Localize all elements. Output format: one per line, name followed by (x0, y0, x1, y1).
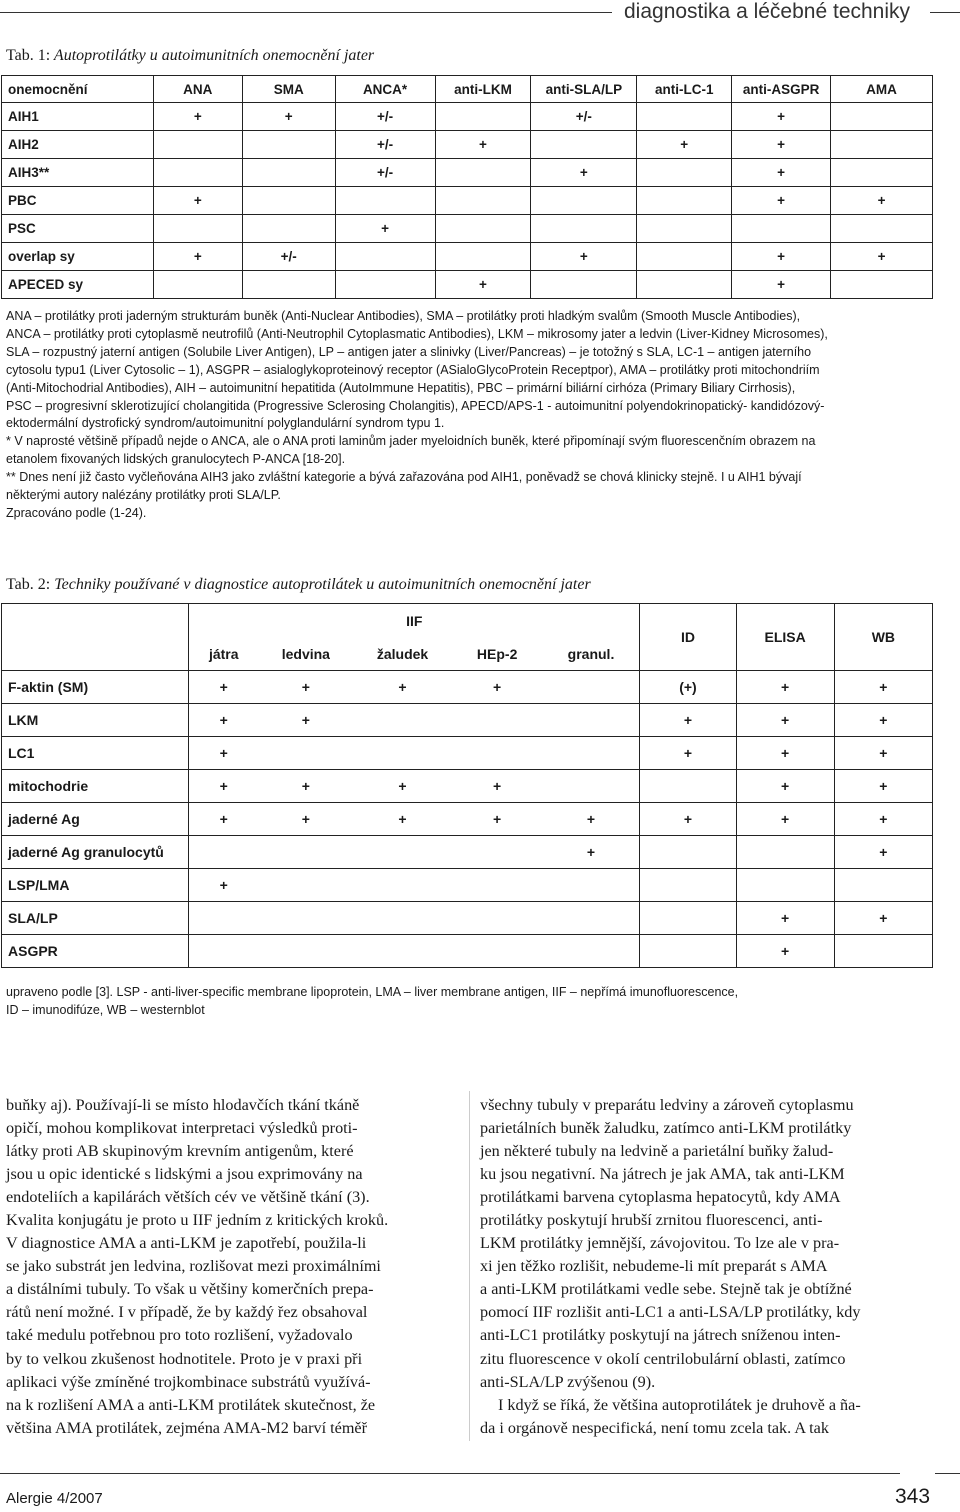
column-subheader: HEp-2 (452, 637, 543, 671)
table-cell (189, 935, 259, 968)
text-line: protilátky poskytují hrubší zrnitou fluorescenci, anti- (480, 1211, 823, 1230)
running-header (0, 0, 960, 26)
text-line: a distálními tubuly. To však u většiny komerčních prepa- (6, 1280, 374, 1299)
table-cell (452, 737, 543, 770)
table-row (2, 187, 933, 215)
table2-caption (6, 576, 591, 594)
text-line: zitu fluorescence v okolí centrilobulární oblasti, zatímco (480, 1349, 846, 1368)
table-cell (543, 671, 640, 704)
row-label: LC1 (2, 737, 189, 770)
column-header: SMA (242, 76, 335, 103)
text-line: rátů není možné. I v případě, že by každý řez obsahoval (6, 1303, 368, 1322)
row-label: APECED sy (2, 271, 154, 299)
table-cell (637, 243, 732, 271)
table-cell: + (834, 704, 932, 737)
table-cell (831, 159, 933, 187)
text-line: aplikaci výše zmíněné trojkombinace substrátů využívá- (6, 1372, 371, 1391)
table-cell (831, 215, 933, 243)
table-row (2, 869, 933, 902)
column-header: WB (834, 604, 932, 671)
table-cell (640, 935, 736, 968)
table-cell: + (736, 902, 834, 935)
table-cell: + (732, 159, 831, 187)
section-title: diagnostika a léčebné techniky (624, 0, 911, 23)
text-line: anti-LC1 protilátky poskytují na játrech sníženou inten- (480, 1326, 841, 1345)
note-line: některými autory nalézány protilátky proti SLA/LP. (6, 488, 281, 503)
column-header: anti-LC-1 (637, 76, 732, 103)
table2-notes (6, 984, 934, 1019)
table-row (2, 215, 933, 243)
table2-caption-label: Tab. 2: (6, 576, 51, 593)
column-header: onemocnění (2, 76, 154, 103)
table-cell (531, 187, 637, 215)
table-cell (353, 836, 451, 869)
journal-issue: Alergie 4/2007 (6, 1490, 103, 1507)
note-line: PSC – progresivní sklerotizující cholangitida (Progressive Sclerosing Cholangitis), APECD/APS-1 - autoimunitní polyendokrinopatický- kandidózový- (6, 398, 825, 413)
column-header: anti-LKM (435, 76, 531, 103)
table-cell: + (831, 187, 933, 215)
table-cell (452, 704, 543, 737)
table-row (2, 131, 933, 159)
table-cell: + (736, 803, 834, 836)
table-cell: + (258, 803, 353, 836)
body-column-right (480, 1094, 932, 1440)
corner-cell (2, 604, 189, 671)
table-cell (242, 159, 335, 187)
table-row (2, 243, 933, 271)
table-cell: + (258, 671, 353, 704)
column-subheader: játra (189, 637, 259, 671)
table-cell: + (736, 704, 834, 737)
table-cell: + (452, 803, 543, 836)
column-subheader: ledvina (258, 637, 353, 671)
text-line: opičí, mohou komplikovat interpretaci výsledků proti- (6, 1119, 358, 1138)
iif-group-header: IIF (189, 604, 640, 638)
table-cell (834, 869, 932, 902)
table-row (2, 671, 933, 704)
table-cell (452, 902, 543, 935)
table-cell (335, 187, 435, 215)
table1-notes (6, 308, 934, 523)
row-label: AIH1 (2, 103, 154, 131)
table-cell (637, 187, 732, 215)
techniques-table (1, 603, 933, 968)
table-cell (258, 737, 353, 770)
footer-rule-right (935, 1473, 960, 1474)
footer-rule-left (0, 1473, 900, 1474)
row-label: ASGPR (2, 935, 189, 968)
table-cell: + (736, 770, 834, 803)
table-cell: + (834, 902, 932, 935)
table-cell: + (153, 243, 242, 271)
note-line: etanolem fixovaných lidských granulocytech P-ANCA [18-20]. (6, 452, 346, 467)
note-line: cytosolu typu1 (Liver Cytosolic – 1), ASGPR – asialoglykoproteinový receptor (ASialoGlycoProtein Receptpor), AMA – protilátky proti mitochondriím (6, 362, 820, 377)
column-header: ID (640, 604, 736, 671)
table-cell (531, 215, 637, 243)
row-label: LKM (2, 704, 189, 737)
table-cell (543, 704, 640, 737)
autoantibody-table (1, 75, 933, 299)
table-cell: + (640, 704, 736, 737)
note-line: Zpracováno podle (1-24). (6, 505, 147, 520)
table-cell: + (335, 215, 435, 243)
table-cell (637, 103, 732, 131)
table-cell (153, 271, 242, 299)
table-cell (637, 215, 732, 243)
table-cell (732, 215, 831, 243)
table-cell: + (435, 131, 531, 159)
table-cell (353, 902, 451, 935)
column-header: anti-ASGPR (732, 76, 831, 103)
table-cell (640, 770, 736, 803)
table-cell: + (834, 671, 932, 704)
text-line: LKM protilátky jemnější, závojovitou. To lze ale v pra- (480, 1234, 840, 1253)
table-cell (736, 836, 834, 869)
table-cell: + (831, 243, 933, 271)
table-cell: + (353, 671, 451, 704)
table-cell (242, 131, 335, 159)
table-cell (831, 131, 933, 159)
row-label: AIH3** (2, 159, 154, 187)
text-line: většina AMA protilátek, zejména AMA-M2 barví téměř (6, 1418, 367, 1437)
table-cell (543, 737, 640, 770)
table-cell (640, 902, 736, 935)
table-cell: + (452, 770, 543, 803)
table-cell (831, 103, 933, 131)
table-cell: + (640, 803, 736, 836)
table-cell (452, 836, 543, 869)
text-line: jen některé tubuly na ledvině a parietální buňky žalud- (480, 1142, 834, 1161)
table-cell: + (732, 131, 831, 159)
table-cell: + (189, 869, 259, 902)
table-cell (543, 869, 640, 902)
table-cell: + (531, 243, 637, 271)
table-cell (831, 271, 933, 299)
table-row (2, 704, 933, 737)
table-cell: + (189, 803, 259, 836)
table-cell: + (543, 836, 640, 869)
table-row (2, 271, 933, 299)
table-cell: + (543, 803, 640, 836)
header-rule-right (930, 12, 960, 13)
table-cell (435, 159, 531, 187)
table-cell (335, 271, 435, 299)
note-line: ** Dnes není již často vyčleňována AIH3 jako zvláštní kategorie a bývá zařazována pod AIH1, poněvadž se chová klinicky stejně. I u AIH1 bývají (6, 470, 802, 485)
text-line: se jako substrát jen ledvina, rozlišovat mezi proximálními (6, 1257, 381, 1276)
table-cell: + (189, 737, 259, 770)
table-cell (736, 869, 834, 902)
table-row (2, 935, 933, 968)
column-header: ELISA (736, 604, 834, 671)
table-cell (242, 215, 335, 243)
table-cell: + (153, 187, 242, 215)
table-cell (452, 935, 543, 968)
note-line: upraveno podle [3]. LSP - anti-liver-specific membrane lipoprotein, LMA – liver membrane antigen, IIF – nepřímá imunofluorescence, (6, 985, 739, 999)
table-cell: + (834, 737, 932, 770)
table-cell (242, 187, 335, 215)
table-cell (189, 836, 259, 869)
table-cell: + (834, 803, 932, 836)
table-cell: + (189, 704, 259, 737)
table-cell: +/- (335, 131, 435, 159)
row-label: PBC (2, 187, 154, 215)
text-line: látky proti AB skupinovým krevním antigenům, které (6, 1142, 354, 1161)
note-line: ANCA – protilátky proti cytoplasmě neutrofilů (Anti-Neutrophil Cytoplasmatic Antibodies), LKM – mikrosomy jater a ledvin (Liver-Kidney Microsomes), (6, 326, 828, 341)
row-label: SLA/LP (2, 902, 189, 935)
note-line: SLA – rozpustný jaterní antigen (Solubile Liver Antigen), LP – antigen jater a slinivky (Liver/Pancreas) – je totožný s SLA, LC-1 – antigen jaterního (6, 344, 812, 359)
table-cell (435, 243, 531, 271)
table-cell: + (353, 803, 451, 836)
table-cell (353, 935, 451, 968)
text-line: Kvalita konjugátu je proto u IIF jedním z kritických kroků. (6, 1211, 389, 1230)
table1-caption (6, 47, 374, 65)
table-cell (543, 770, 640, 803)
table-cell: + (435, 271, 531, 299)
table-cell (531, 131, 637, 159)
text-line: pomocí IIF rozlišit anti-LC1 a anti-LSA/LP protilátky, kdy (480, 1303, 861, 1322)
column-header: anti-SLA/LP (531, 76, 637, 103)
text-line: V diagnostice AMA a anti-LKM je zapotřebí, použila-li (6, 1234, 367, 1253)
table-cell: +/- (531, 103, 637, 131)
header-rule-left (0, 12, 612, 13)
table-cell: + (732, 103, 831, 131)
row-label: overlap sy (2, 243, 154, 271)
table-cell (258, 902, 353, 935)
table-row (2, 836, 933, 869)
note-line: (Anti-Mitochodrial Antibodies), AIH – autoimunitní hepatitida (AutoImmune Hepatitis), PBC – primární biliární cirhóza (Primary Biliary Cirrhosis), (6, 380, 796, 395)
table2-header-row (2, 604, 933, 638)
table-cell: +/- (335, 159, 435, 187)
row-label: jaderné Ag (2, 803, 189, 836)
row-label: LSP/LMA (2, 869, 189, 902)
table-cell (640, 836, 736, 869)
text-line: by to velkou zkušenost hodnotitele. Proto je v praxi při (6, 1349, 363, 1368)
table-cell (258, 935, 353, 968)
text-line: a anti-LKM protilátkami vedle sebe. Stejně tak je obtížné (480, 1280, 852, 1299)
table-cell (258, 836, 353, 869)
table-cell: + (640, 737, 736, 770)
table-row (2, 159, 933, 187)
table-cell (834, 935, 932, 968)
column-header: AMA (831, 76, 933, 103)
text-line: parietálních buněk žaludku, zatímco anti-LKM protilátky (480, 1119, 852, 1138)
table-cell (258, 869, 353, 902)
table1-caption-label: Tab. 1: (6, 47, 51, 64)
table1-header-row (2, 76, 933, 103)
table-cell (435, 103, 531, 131)
row-label: mitochodrie (2, 770, 189, 803)
text-line: endoteliích a kapilárách větších cév ve většině tkání (3). (6, 1188, 370, 1207)
note-line: ANA – protilátky proti jaderným strukturám buněk (Anti-Nuclear Antibodies), SMA – protilátky proti hladkým svalům (Smooth Muscle Antibodies), (6, 309, 801, 323)
text-line: všechny tubuly v preparátu ledviny a zároveň cytoplasmu (480, 1096, 854, 1114)
table-cell: + (452, 671, 543, 704)
page-number: 343 (895, 1485, 931, 1508)
table-cell: + (736, 737, 834, 770)
note-line: ID – imunodifúze, WB – westernblot (6, 1002, 205, 1017)
table-cell (637, 159, 732, 187)
table-cell: + (258, 704, 353, 737)
table-cell: + (834, 770, 932, 803)
table-cell: + (732, 271, 831, 299)
table-cell (435, 187, 531, 215)
row-label: AIH2 (2, 131, 154, 159)
table-cell: + (189, 671, 259, 704)
text-line: da i orgánově nespecifická, není tomu zcela tak. A tak (480, 1418, 829, 1437)
table-cell (531, 271, 637, 299)
table1-caption-text: Autoprotilátky u autoimunitních onemocnění jater (50, 47, 375, 64)
table-cell: +/- (242, 243, 335, 271)
text-line: xi jen těžko rozlišit, nebudeme-li mít preparát s AMA (480, 1257, 828, 1276)
table-cell (242, 271, 335, 299)
table-cell: + (189, 770, 259, 803)
table-cell: + (637, 131, 732, 159)
text-line: protilátkami barvena cytoplasma hepatocytů, kdy AMA (480, 1188, 841, 1207)
table-cell (637, 271, 732, 299)
table-cell (153, 159, 242, 187)
table-cell (189, 902, 259, 935)
text-line: I když se říká, že většina autoprotilátek je druhově a ña- (498, 1395, 861, 1414)
table-cell: (+) (640, 671, 736, 704)
table-cell: + (531, 159, 637, 187)
table-row (2, 737, 933, 770)
table-cell (452, 869, 543, 902)
note-line: ektodermální dystrofický syndrom/autoimunitní polyglandulární syndrom typu 1. (6, 416, 445, 431)
table-cell (153, 215, 242, 243)
table-cell (640, 869, 736, 902)
row-label: F-aktin (SM) (2, 671, 189, 704)
table-row (2, 803, 933, 836)
text-line: ku jsou negativní. Na játrech je jak AMA, tak anti-LKM (480, 1165, 845, 1184)
text-line: anti-SLA/LP zvýšenou (9). (480, 1372, 656, 1391)
table-cell (153, 131, 242, 159)
table-cell (335, 243, 435, 271)
row-label: jaderné Ag granulocytů (2, 836, 189, 869)
table-cell: + (736, 935, 834, 968)
table-row (2, 902, 933, 935)
column-header: ANCA* (335, 76, 435, 103)
column-subheader: granul. (543, 637, 640, 671)
table-cell (543, 935, 640, 968)
table-cell: + (258, 770, 353, 803)
table-cell: + (834, 836, 932, 869)
column-subheader: žaludek (353, 637, 451, 671)
table-cell: + (153, 103, 242, 131)
table-row (2, 103, 933, 131)
table-cell: + (242, 103, 335, 131)
table-cell (543, 902, 640, 935)
table-cell: + (736, 671, 834, 704)
table2-caption-text: Techniky používané v diagnostice autoprotilátek u autoimunitních onemocnění jater (50, 576, 591, 593)
table-cell: + (732, 187, 831, 215)
table-cell (353, 704, 451, 737)
column-header: ANA (153, 76, 242, 103)
table-cell: + (353, 770, 451, 803)
table-cell: + (732, 243, 831, 271)
note-line: * V naprosté většině případů nejde o ANCA, ale o ANA proti laminům jader myeloidních buněk, které připomínají svým fluorescenčním obrazem na (6, 434, 816, 449)
table-cell: +/- (335, 103, 435, 131)
row-label: PSC (2, 215, 154, 243)
table-cell (353, 737, 451, 770)
text-line: buňky aj). Používají-li se místo hlodavčích tkání tkáně (6, 1096, 360, 1114)
table-row (2, 770, 933, 803)
text-line: jsou u opic identické s lidskými a jsou exprimovány na (6, 1165, 363, 1184)
text-line: také medulu potřebnou pro toto rozlišení, vyžadovalo (6, 1326, 353, 1345)
table-cell (435, 215, 531, 243)
body-column-left (6, 1094, 458, 1440)
text-line: na k rozlišení AMA a anti-LKM protilátek skutečnost, že (6, 1395, 376, 1414)
table-cell (353, 869, 451, 902)
column-divider (469, 1091, 470, 1441)
